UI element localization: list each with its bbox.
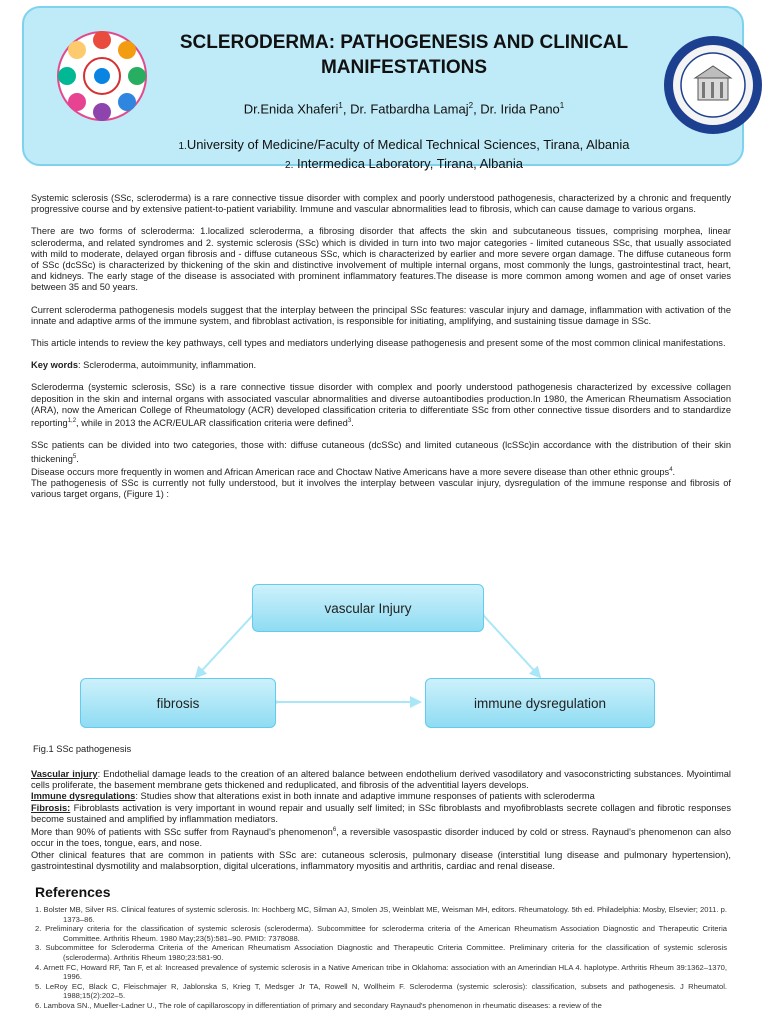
pathogenesis-diagram <box>78 580 658 738</box>
citation: 1,2 <box>67 418 77 425</box>
author-name: Dr. Irida Pano <box>480 101 560 117</box>
author-affiliation-number: 1 <box>338 101 343 110</box>
keywords-label: Key words <box>31 360 79 371</box>
affiliation-line: 1.University of Medicine/Faculty of Medical Technical Sciences, Tirana, Albania <box>178 137 630 152</box>
fibrosis-paragraph: Fibrosis: Fibroblasts activation is very important in wound repair and usually self limited; in SSc fibroblasts and myofibroblasts secrete collagen and fibrotic responses become sustained and amplified by inflammation mediators. <box>31 802 731 824</box>
immune-paragraph: Immune dysregulations: Studies show that alterations exist in both innate and adaptive immune responses of patients with scleroderma <box>31 791 595 802</box>
citation: 4 <box>669 466 673 473</box>
reference-item: 4. Arnett FC, Howard RF, Tan F, et al: Increased prevalence of systemic sclerosis in a Native American tribe in Oklahoma: association with an Amerindian HLA 4. haplotype. Arthritis Rheum 39:1362–1370, 1996. <box>35 962 727 982</box>
other-features-paragraph: Other clinical features that are common in patients with SSc are: cutaneous sclerosis, pulmonary disease (interstitial lung disease and pulmonary hypertension), gastrointestinal dysmotility and malabsorption, digital ulcerations, inflammatory myositis and arthritis, cardiac and renal disease. <box>31 849 731 871</box>
affiliations <box>154 136 654 174</box>
node-fibrosis: fibrosis <box>80 678 276 728</box>
arrow-top-right <box>484 616 540 677</box>
intro-paragraph: Disease occurs more frequently in women and African American race and Choctaw Native Americans have a more severe disease than other ethnic groups$^4$. <box>31 466 676 477</box>
intro-paragraph: SSc patients can be divided into two categories, those with: diffuse cutaneous (dcSSc) and limited cutaneous (lcSSc)in accordance with the distribution of their skin thickening$^5$. <box>31 440 731 464</box>
citation: 6 <box>332 827 337 834</box>
raynaud-paragraph: More than 90% of patients with SSc suffer from Raynaud's phenomenon$^6$, a reversible vasospastic disorder induced by cold or stress. Raynaud's phenomenon can also occur in the toes, tongue, ears, and nose. <box>31 827 731 849</box>
references-heading: References <box>35 884 111 900</box>
author-affiliation-number: 1 <box>559 101 565 110</box>
citation: 5 <box>72 453 77 460</box>
poster-body <box>31 193 731 501</box>
reference-item: 6. Lambova SN., Mueller-Ladner U., The role of capillaroscopy in differentiation of primary and secondary Raynaud's phenomenon in rheumatic diseases: a review of the <box>35 1000 602 1010</box>
reference-item: 5. LeRoy EC, Black C, Fleischmajer R, Jablonska S, Krieg T, Medsger Jr TA, Rowell N, Wollheim F. Scleroderma (systemic sclerosis): classification, subsets and pathogenesis. J Rheumatol. 1988;15(2):202–5. <box>35 981 727 1001</box>
reference-item: 3. Subcommittee for Scleroderma Criteria of the American Rheumatism Association Diagnostic and Therapeutic Criteria Committee. Preliminary criteria for the classification of systemic sclerosis (scleroderma). Arthritis Rheum 1980;23:581-90. <box>35 943 727 962</box>
intro-paragraph: Scleroderma (systemic sclerosis, SSc) is a rare connective tissue disorder with complex and poorly understood pathogenesis characterized by excessive collagen deposition in the skin and internal organs with associated vascular abnormalities and diverse autoantibodies production.In 1980, the American Rheumatism Association (ARA), now the American College of Rheumatology (ACR) developed classification criteria to differentiate SSc from other connective tissue disorders and to standardize reporting$^{1,2}$, while in 2013 the ACR/EULAR classification criteria were defined$^3$. <box>31 382 731 429</box>
keywords-text: : Scleroderma, autoimmunity, inflammation. <box>78 360 257 371</box>
citation: 3 <box>347 418 352 425</box>
term-label: Immune dysregulations <box>31 791 136 802</box>
clinical-details <box>31 769 731 872</box>
abstract-paragraph: This article intends to review the key pathways, cell types and mediators underlying disease pathogenesis and present some of the most common clinical manifestations. <box>31 338 726 349</box>
term-label: Vascular injury <box>31 769 98 779</box>
author-affiliation-number: 2 <box>468 101 474 110</box>
poster-title: SCLERODERMA: PATHOGENESIS AND CLINICAL MANIFESTATIONS <box>179 32 629 78</box>
node-vascular-injury: vascular Injury <box>252 584 484 632</box>
abstract-paragraph: There are two forms of scleroderma: 1.localized scleroderma, a fibrosing disorder that affects the skin and subcutaneous tissues, comprising morphea, linear scleroderma, and related syndromes and 2. systemic sclerosis (SSc) which is divided in turn into two major categories - limited cutaneous SSc, that usually associated with mild to moderate, delayed organ fibrosis and - diffuse cutaneous SSc, which is characterized by earlier and more severe organ damage. The diffuse cutaneous form of SSc (dcSSc) is characterized by thickening of the skin and distinctive involvement of multiple internal organs, most commonly the lungs, gastrointestinal tract, heart, and kidneys. The early stage of the disease is associated with prominent inflammatory features.The disease is more common among women and age of onset varies between 35 and 50 years. <box>31 226 731 293</box>
affiliation-line: 2. Intermedica Laboratory, Tirana, Albania <box>285 156 523 171</box>
poster-header <box>22 6 744 171</box>
node-immune-dysregulation: immune dysregulation <box>425 678 655 728</box>
reference-item: 1. Bolster MB, Silver RS. Clinical features of systemic sclerosis. In: Hochberg MC, Silman AJ, Smolen JS, Weinblatt ME, Weisman MH, editors. Rheumatology. 5th ed. Philadelphia: Mosby, Elsevier; 2011. p. 1373–86. <box>35 905 727 924</box>
vascular-injury-paragraph: Vascular injury: Endothelial damage leads to the creation of an altered balance between endothelium derived vasodilatory and vasoconstricting substances. Myointimal cells proliferate, the basement membrane gets thickened and reduplicated, and fibrosis of the adventitial layers develops. <box>31 769 731 791</box>
keywords <box>31 360 731 371</box>
reference-list <box>35 905 727 1011</box>
abstract-paragraph: Current scleroderma pathogenesis models suggest that the interplay between the principal SSc features: vascular injury and damage, inflammation with activation of the innate and adaptive arms of the immune system, and fibroblast activation, is responsible for initiating, amplifying, and sustaining tissue damage in SSc. <box>31 304 731 326</box>
conference-logo <box>54 20 150 140</box>
author-list: Dr.Enida Xhaferi$^1$, Dr. Fatbardha Lamaj$^2$, Dr. Irida Pano$^1$ <box>243 101 565 117</box>
reference-item: 2. Preliminary criteria for the classification of systemic sclerosis (scleroderma). Subcommittee for scleroderma criteria of the American Rheumatism Association Diagnostic and Therapeutic Criteria Committee. Arthritis Rheum. 1980 May;23(5):581–90. PMID: 7378088. <box>35 924 727 943</box>
author-name: Dr. Fatbardha Lamaj <box>350 101 469 117</box>
intro-paragraph: The pathogenesis of SSc is currently not fully understood, but it involves the interplay between vascular injury, dysregulation of the immune response and fibrosis of various target organs, (Figure 1) : <box>31 478 731 500</box>
arrow-top-left <box>196 616 252 677</box>
term-label: Fibrosis: <box>31 802 71 813</box>
figure-caption: Fig.1 SSc pathogenesis <box>33 744 132 754</box>
university-seal <box>662 34 764 136</box>
abstract-paragraph: Systemic sclerosis (SSc, scleroderma) is a rare connective tissue disorder with complex and poorly understood pathogenesis, characterized by a chronic and frequently progressive course and by extensive patient-to-patient variability. Immune and vascular abnormalities lead to fibrosis, which can cause damage to various organs. <box>31 193 731 215</box>
author-name: Dr.Enida Xhaferi <box>243 101 339 117</box>
